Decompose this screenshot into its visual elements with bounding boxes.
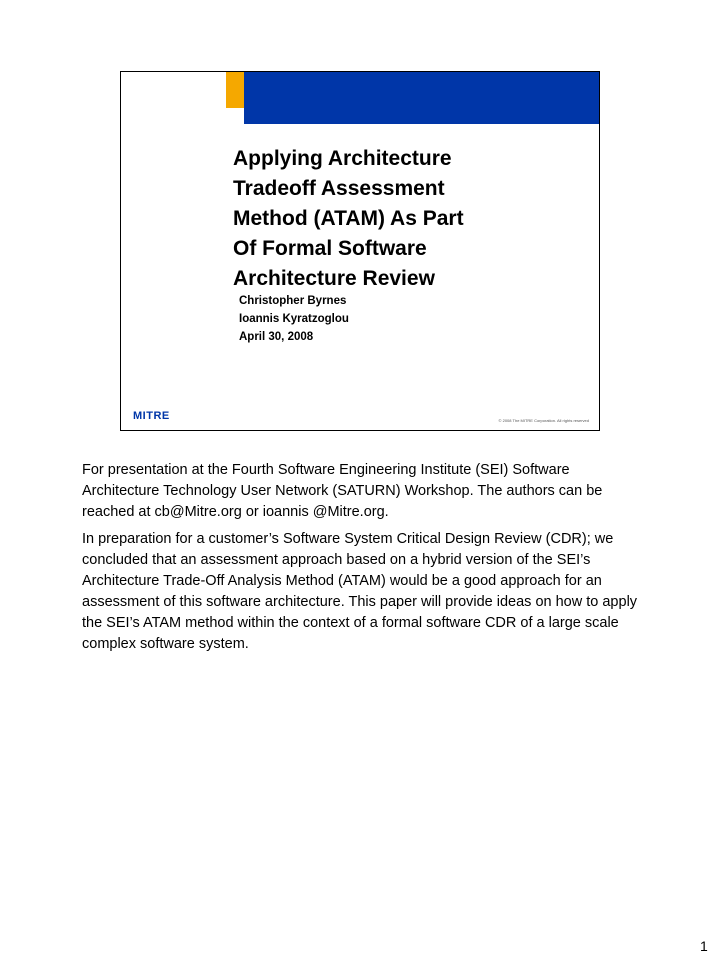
page-number: 1 <box>700 938 708 954</box>
slide-title-line: Applying Architecture <box>233 147 452 170</box>
author-name: Christopher Byrnes <box>239 295 347 307</box>
slide-title-line: Architecture Review <box>233 267 435 290</box>
speaker-notes <box>82 460 642 661</box>
copyright-notice: © 2008 The MITRE Corporation. All rights reserved <box>498 418 589 423</box>
presentation-date: April 30, 2008 <box>239 331 314 343</box>
header-band-orange <box>226 72 244 108</box>
slide-thumbnail <box>120 71 600 431</box>
slide-title-line: Method (ATAM) As Part <box>233 207 464 230</box>
slide-title-line: Of Formal Software <box>233 237 427 260</box>
author-name: Ioannis Kyratzoglou <box>239 313 349 325</box>
slide-title-line: Tradeoff Assessment <box>233 177 445 200</box>
header-band-blue <box>244 72 599 124</box>
slide-authors <box>239 292 349 346</box>
slide-title <box>233 144 563 294</box>
mitre-logo: MITRE <box>133 410 170 422</box>
notes-paragraph: For presentation at the Fourth Software Engineering Institute (SEI) Software Architecture Technology User Network (SATURN) Workshop. The authors can be reached at cb@Mitre.org or ioannis @Mitre.org. <box>82 462 603 520</box>
notes-paragraph: In preparation for a customer’s Software System Critical Design Review (CDR); we concluded that an assessment approach based on a hybrid version of the SEI’s Architecture Trade-Off Analysis Method (ATAM) would be a good approach for an assessment of this software architecture. This paper will provide ideas on how to apply the SEI’s ATAM method within the context of a formal software CDR of a large scale complex software system. <box>82 531 638 652</box>
